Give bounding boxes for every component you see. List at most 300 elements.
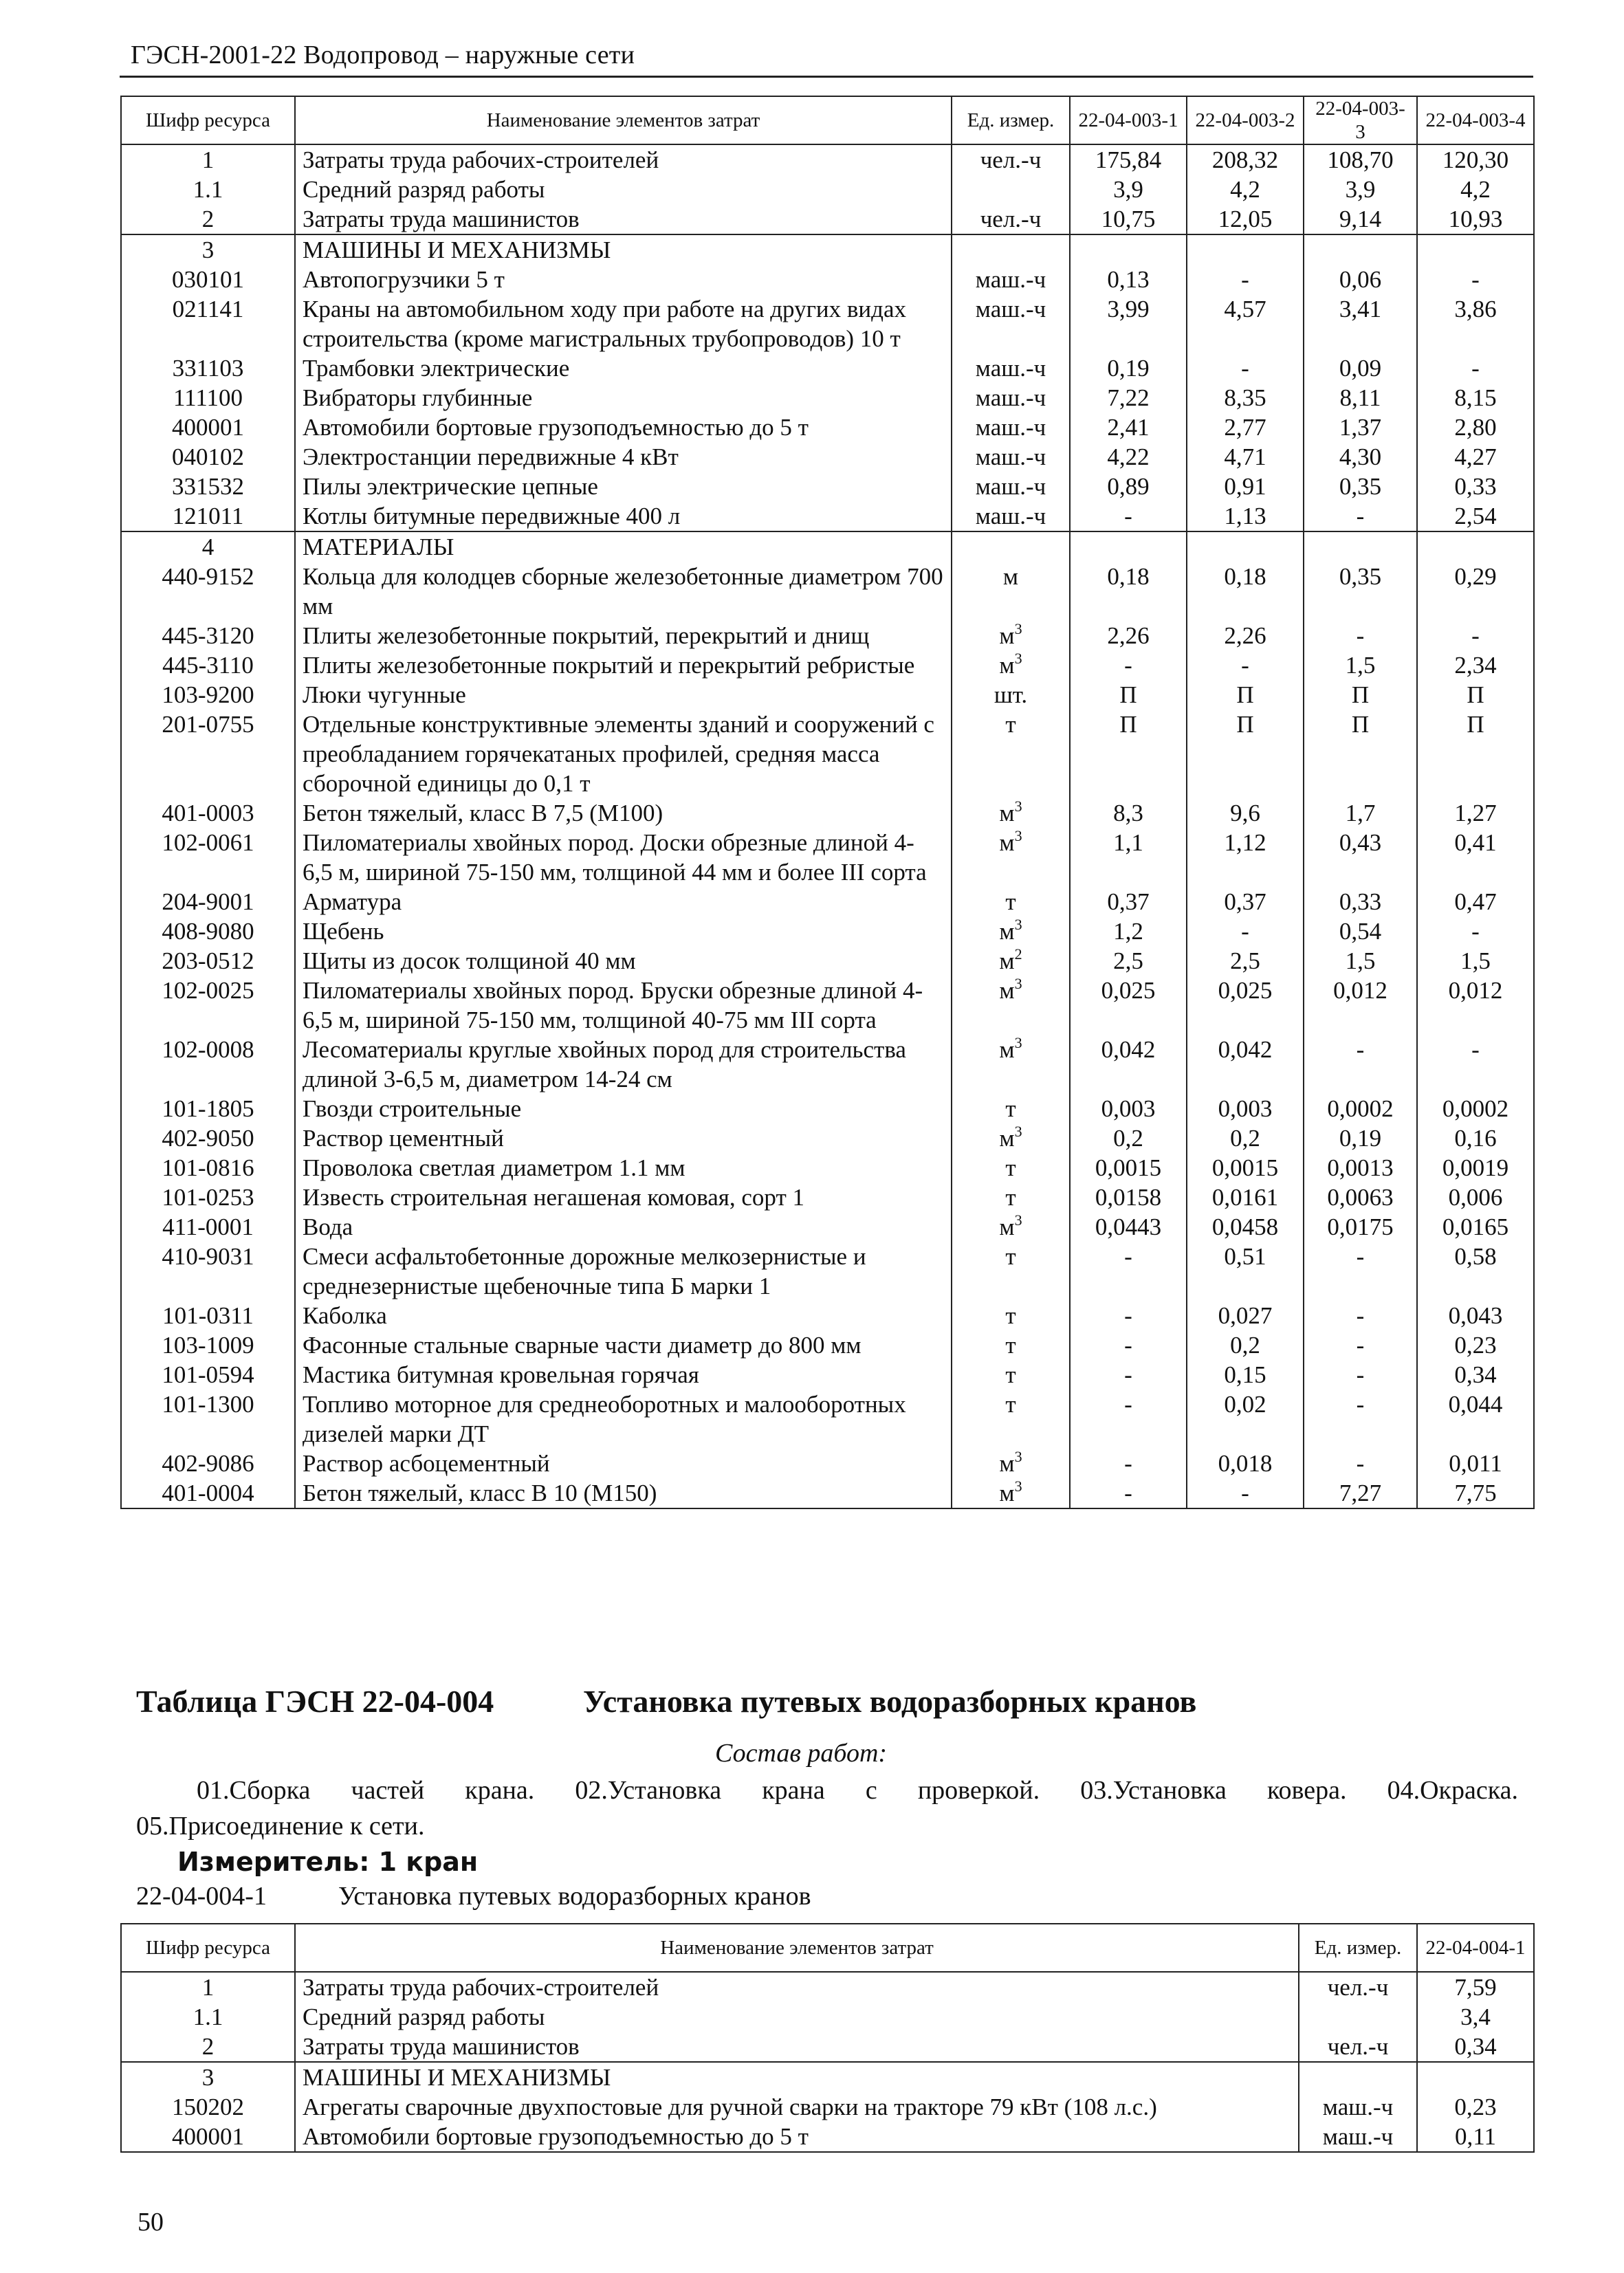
value-cell: 0,02 xyxy=(1187,1390,1304,1449)
resource-name: Плиты железобетонные покрытий, перекрытий и днищ xyxy=(295,621,952,650)
resource-name: Лесоматериалы круглые хвойных пород для строительства длиной 3-6,5 м, диаметром 14-24 см xyxy=(295,1035,952,1094)
value-cell: 1,5 xyxy=(1304,946,1417,976)
resource-code: 2 xyxy=(121,2032,295,2062)
value-cell: П xyxy=(1187,680,1304,710)
value-cell: 0,37 xyxy=(1187,887,1304,916)
resource-code: 1.1 xyxy=(121,2002,295,2032)
value-cell: - xyxy=(1187,265,1304,294)
col-header-code: Шифр ресурса xyxy=(121,1924,295,1972)
resource-name: Плиты железобетонные покрытий и перекрытий ребристые xyxy=(295,650,952,680)
unit-cell: $м^3$ xyxy=(952,828,1070,887)
value-cell: - xyxy=(1187,1478,1304,1508)
table-row xyxy=(121,204,1534,234)
resource-code: 440-9152 xyxy=(121,562,295,621)
resource-name: Котлы битумные передвижные 400 л xyxy=(295,501,952,531)
value-cell: 4,57 xyxy=(1187,294,1304,353)
value-cell: 0,0002 xyxy=(1304,1094,1417,1123)
value-cell: 0,0019 xyxy=(1417,1153,1534,1183)
unit-cell: маш.-ч xyxy=(952,501,1070,531)
table-row xyxy=(121,175,1534,204)
resource-code: 102-0025 xyxy=(121,976,295,1035)
resource-name: Люки чугунные xyxy=(295,680,952,710)
value-cell: - xyxy=(1304,1301,1417,1330)
resource-code: 101-1805 xyxy=(121,1094,295,1123)
resource-name: Пилы электрические цепные xyxy=(295,472,952,501)
resource-code: 445-3110 xyxy=(121,650,295,680)
value-cell: 4,27 xyxy=(1417,442,1534,472)
value-cell xyxy=(1070,531,1187,562)
value-cell: 0,19 xyxy=(1304,1123,1417,1153)
page-number: 50 xyxy=(138,2208,164,2237)
resource-code: 401-0003 xyxy=(121,798,295,828)
value-cell: 2,54 xyxy=(1417,501,1534,531)
value-cell: - xyxy=(1304,501,1417,531)
value-cell: - xyxy=(1187,353,1304,383)
resource-code: 030101 xyxy=(121,265,295,294)
resource-name: Кольца для колодцев сборные железобетонные диаметром 700 мм xyxy=(295,562,952,621)
norm-code: 22-04-004-1 xyxy=(136,1882,267,1911)
value-cell: 0,18 xyxy=(1187,562,1304,621)
unit-cell: $м^3$ xyxy=(952,1212,1070,1242)
value-cell: - xyxy=(1304,621,1417,650)
unit-cell: $м^3$ xyxy=(952,976,1070,1035)
unit-cell: маш.-ч xyxy=(1299,2122,1417,2152)
value-cell: - xyxy=(1304,1449,1417,1478)
value-cell: 2,34 xyxy=(1417,650,1534,680)
value-cell: 9,14 xyxy=(1304,204,1417,234)
value-cell: 0,33 xyxy=(1304,887,1417,916)
value-cell: - xyxy=(1304,1360,1417,1390)
value-cell: 0,043 xyxy=(1417,1301,1534,1330)
value-cell: 0,35 xyxy=(1304,472,1417,501)
value-cell: 0,58 xyxy=(1417,1242,1534,1301)
value-cell: 0,025 xyxy=(1070,976,1187,1035)
value-cell: 0,43 xyxy=(1304,828,1417,887)
resource-name: Электростанции передвижные 4 кВт xyxy=(295,442,952,472)
value-cell: 0,47 xyxy=(1417,887,1534,916)
resource-name: Пиломатериалы хвойных пород. Бруски обрезные длиной 4-6,5 м, шириной 75-150 мм, толщиной 40-75 мм III сорта xyxy=(295,976,952,1035)
unit-cell: т xyxy=(952,1183,1070,1212)
table-row xyxy=(121,887,1534,916)
resource-name: Смеси асфальтобетонные дорожные мелкозернистые и среднезернистые щебеночные типа Б марки 1 xyxy=(295,1242,952,1301)
table-row xyxy=(121,680,1534,710)
resource-code: 203-0512 xyxy=(121,946,295,976)
value-cell: 0,23 xyxy=(1417,2092,1534,2122)
value-cell: 0,54 xyxy=(1304,916,1417,946)
value-cell: - xyxy=(1304,1390,1417,1449)
resource-name: Раствор цементный xyxy=(295,1123,952,1153)
resource-code: 402-9086 xyxy=(121,1449,295,1478)
value-cell: 0,09 xyxy=(1304,353,1417,383)
table-row xyxy=(121,1153,1534,1183)
table-row xyxy=(121,710,1534,798)
value-cell: 0,027 xyxy=(1187,1301,1304,1330)
resource-code: 408-9080 xyxy=(121,916,295,946)
resource-name: Известь строительная негашеная комовая, сорт 1 xyxy=(295,1183,952,1212)
norm-name: Установка путевых водоразборных кранов xyxy=(338,1882,811,1911)
table-row xyxy=(121,383,1534,413)
value-cell: 1,37 xyxy=(1304,413,1417,442)
value-cell: 0,0165 xyxy=(1417,1212,1534,1242)
table-row xyxy=(121,621,1534,650)
table-title-code: Таблица ГЭСН 22-04-004 xyxy=(136,1684,494,1719)
composition-label: Состав работ: xyxy=(715,1739,888,1768)
value-cell: П xyxy=(1070,710,1187,798)
table-row xyxy=(121,265,1534,294)
resource-code: 201-0755 xyxy=(121,710,295,798)
resource-code: 410-9031 xyxy=(121,1242,295,1301)
value-cell: - xyxy=(1070,1330,1187,1360)
table-row xyxy=(121,828,1534,887)
value-cell: 8,11 xyxy=(1304,383,1417,413)
header-rule xyxy=(120,76,1533,78)
unit-cell xyxy=(1299,2002,1417,2032)
value-cell: 0,011 xyxy=(1417,1449,1534,1478)
value-cell: 0,042 xyxy=(1070,1035,1187,1094)
table-row xyxy=(121,1035,1534,1094)
value-cell: - xyxy=(1070,650,1187,680)
value-cell: - xyxy=(1070,1360,1187,1390)
measure-unit: Измеритель: 1 кран xyxy=(177,1847,479,1877)
resource-code: 101-0253 xyxy=(121,1183,295,1212)
value-cell: 0,006 xyxy=(1417,1183,1534,1212)
table-row xyxy=(121,1123,1534,1153)
resource-name: Затраты труда машинистов xyxy=(295,2032,1299,2062)
resource-name: Бетон тяжелый, класс В 7,5 (М100) xyxy=(295,798,952,828)
unit-cell: т xyxy=(952,1153,1070,1183)
value-cell: П xyxy=(1070,680,1187,710)
value-cell: 0,042 xyxy=(1187,1035,1304,1094)
resource-code: 4 xyxy=(121,531,295,562)
value-cell: 8,3 xyxy=(1070,798,1187,828)
resource-name: МАШИНЫ И МЕХАНИЗМЫ xyxy=(295,2062,1299,2092)
col-header-unit: Ед. измер. xyxy=(1299,1924,1417,1972)
resource-name: Агрегаты сварочные двухпостовые для ручной сварки на тракторе 79 кВт (108 л.с.) xyxy=(295,2092,1299,2122)
unit-cell: т xyxy=(952,887,1070,916)
value-cell xyxy=(1070,234,1187,265)
resource-name: Затраты труда машинистов xyxy=(295,204,952,234)
resource-code: 1 xyxy=(121,1972,295,2002)
value-cell: 10,93 xyxy=(1417,204,1534,234)
resource-name: Вибраторы глубинные xyxy=(295,383,952,413)
resource-code: 040102 xyxy=(121,442,295,472)
value-cell: 0,0063 xyxy=(1304,1183,1417,1212)
value-cell: 0,0175 xyxy=(1304,1212,1417,1242)
col-header-22-04-004-1: 22-04-004-1 xyxy=(1417,1924,1534,1972)
value-cell: - xyxy=(1070,1449,1187,1478)
resource-name: Автомобили бортовые грузоподъемностью до 5 т xyxy=(295,2122,1299,2152)
value-cell: 0,012 xyxy=(1417,976,1534,1035)
value-cell: 2,5 xyxy=(1070,946,1187,976)
value-cell: - xyxy=(1304,1242,1417,1301)
table-row xyxy=(121,294,1534,353)
value-cell: - xyxy=(1417,265,1534,294)
value-cell: 0,0015 xyxy=(1187,1153,1304,1183)
unit-cell: $м^3$ xyxy=(952,650,1070,680)
table-row xyxy=(121,2092,1534,2122)
table-row xyxy=(121,1212,1534,1242)
value-cell: 0,11 xyxy=(1417,2122,1534,2152)
value-cell: П xyxy=(1304,680,1417,710)
value-cell: 4,2 xyxy=(1187,175,1304,204)
resource-code: 103-9200 xyxy=(121,680,295,710)
value-cell: 0,0002 xyxy=(1417,1094,1534,1123)
unit-cell: $м^3$ xyxy=(952,1035,1070,1094)
value-cell: 0,2 xyxy=(1187,1330,1304,1360)
value-cell: - xyxy=(1417,916,1534,946)
value-cell: - xyxy=(1070,1301,1187,1330)
unit-cell: т xyxy=(952,1360,1070,1390)
value-cell: - xyxy=(1187,916,1304,946)
unit-cell xyxy=(952,175,1070,204)
resource-name: Средний разряд работы xyxy=(295,2002,1299,2032)
resource-name: Краны на автомобильном ходу при работе на других видах строительства (кроме магистральных трубопроводов) 10 т xyxy=(295,294,952,353)
table-row xyxy=(121,2002,1534,2032)
unit-cell: $м^3$ xyxy=(952,1478,1070,1508)
value-cell: 3,9 xyxy=(1304,175,1417,204)
value-cell: - xyxy=(1070,1390,1187,1449)
unit-cell: чел.-ч xyxy=(1299,1972,1417,2002)
value-cell: 2,26 xyxy=(1187,621,1304,650)
table-row xyxy=(121,2062,1534,2092)
unit-cell: $м^3$ xyxy=(952,1449,1070,1478)
col-header-22-04-003-1: 22-04-003-1 xyxy=(1070,96,1187,144)
value-cell: 0,41 xyxy=(1417,828,1534,887)
table-row xyxy=(121,976,1534,1035)
value-cell: 4,22 xyxy=(1070,442,1187,472)
value-cell: 0,34 xyxy=(1417,2032,1534,2062)
unit-cell: маш.-ч xyxy=(952,265,1070,294)
value-cell: 0,33 xyxy=(1417,472,1534,501)
resource-name: Автомобили бортовые грузоподъемностью до 5 т xyxy=(295,413,952,442)
resource-code: 102-0008 xyxy=(121,1035,295,1094)
value-cell: - xyxy=(1304,1035,1417,1094)
table-row xyxy=(121,650,1534,680)
resource-code: 101-0816 xyxy=(121,1153,295,1183)
value-cell: 0,0458 xyxy=(1187,1212,1304,1242)
value-cell: 0,003 xyxy=(1070,1094,1187,1123)
unit-cell: $м^3$ xyxy=(952,621,1070,650)
value-cell: П xyxy=(1304,710,1417,798)
value-cell: 0,2 xyxy=(1070,1123,1187,1153)
value-cell: 12,05 xyxy=(1187,204,1304,234)
value-cell: П xyxy=(1417,710,1534,798)
value-cell: 4,30 xyxy=(1304,442,1417,472)
unit-cell: шт. xyxy=(952,680,1070,710)
resource-code: 2 xyxy=(121,204,295,234)
value-cell: 0,91 xyxy=(1187,472,1304,501)
value-cell: 8,35 xyxy=(1187,383,1304,413)
value-cell: 7,59 xyxy=(1417,1972,1534,2002)
table-row xyxy=(121,1390,1534,1449)
value-cell: 0,012 xyxy=(1304,976,1417,1035)
table-row xyxy=(121,798,1534,828)
value-cell: 1,7 xyxy=(1304,798,1417,828)
value-cell: 0,89 xyxy=(1070,472,1187,501)
unit-cell: т xyxy=(952,1390,1070,1449)
col-header-code: Шифр ресурса xyxy=(121,96,295,144)
resource-name: Затраты труда рабочих-строителей xyxy=(295,144,952,175)
value-cell: 1,5 xyxy=(1417,946,1534,976)
value-cell: 10,75 xyxy=(1070,204,1187,234)
col-header-name: Наименование элементов затрат xyxy=(295,96,952,144)
value-cell: 3,4 xyxy=(1417,2002,1534,2032)
col-header-unit: Ед. измер. xyxy=(952,96,1070,144)
value-cell: 208,32 xyxy=(1187,144,1304,175)
value-cell: 7,75 xyxy=(1417,1478,1534,1508)
resource-code: 1.1 xyxy=(121,175,295,204)
resource-name: Пиломатериалы хвойных пород. Доски обрезные длиной 4-6,5 м, шириной 75-150 мм, толщиной 44 мм и более III сорта xyxy=(295,828,952,887)
value-cell: 120,30 xyxy=(1417,144,1534,175)
value-cell: 0,018 xyxy=(1187,1449,1304,1478)
resource-name: Автопогрузчики 5 т xyxy=(295,265,952,294)
table-row xyxy=(121,1183,1534,1212)
value-cell: - xyxy=(1070,501,1187,531)
value-cell xyxy=(1304,234,1417,265)
unit-cell xyxy=(952,531,1070,562)
unit-cell: т xyxy=(952,1242,1070,1301)
resource-code: 111100 xyxy=(121,383,295,413)
value-cell: П xyxy=(1187,710,1304,798)
running-head: ГЭСН-2001-22 Водопровод – наружные сети xyxy=(131,41,635,69)
unit-cell: маш.-ч xyxy=(952,294,1070,353)
value-cell: 0,0013 xyxy=(1304,1153,1417,1183)
unit-cell: маш.-ч xyxy=(952,413,1070,442)
resource-code: 400001 xyxy=(121,2122,295,2152)
table-row xyxy=(121,472,1534,501)
value-cell: 0,18 xyxy=(1070,562,1187,621)
col-header-22-04-003-4: 22-04-003-4 xyxy=(1417,96,1534,144)
value-cell: 8,15 xyxy=(1417,383,1534,413)
unit-cell: т xyxy=(952,1301,1070,1330)
table-row xyxy=(121,1972,1534,2002)
value-cell: 0,19 xyxy=(1070,353,1187,383)
value-cell: - xyxy=(1417,1035,1534,1094)
resource-code: 3 xyxy=(121,2062,295,2092)
value-cell: 0,044 xyxy=(1417,1390,1534,1449)
value-cell: 0,23 xyxy=(1417,1330,1534,1360)
unit-cell: т xyxy=(952,1094,1070,1123)
table-title xyxy=(136,1683,1197,1720)
unit-cell xyxy=(952,234,1070,265)
value-cell: 0,37 xyxy=(1070,887,1187,916)
table-row xyxy=(121,413,1534,442)
value-cell: - xyxy=(1417,621,1534,650)
value-cell: 0,51 xyxy=(1187,1242,1304,1301)
value-cell: 2,5 xyxy=(1187,946,1304,976)
unit-cell: т xyxy=(952,710,1070,798)
resource-code: 411-0001 xyxy=(121,1212,295,1242)
value-cell xyxy=(1417,234,1534,265)
table-row xyxy=(121,531,1534,562)
works-list-line-1: 01.Сборка частей крана. 02.Установка крана с проверкой. 03.Установка ковера. 04.Окраска. xyxy=(197,1776,1518,1805)
table-row xyxy=(121,2122,1534,2152)
value-cell: 2,77 xyxy=(1187,413,1304,442)
table-row xyxy=(121,144,1534,175)
col-header-22-04-003-2: 22-04-003-2 xyxy=(1187,96,1304,144)
value-cell: 0,15 xyxy=(1187,1360,1304,1390)
table-row xyxy=(121,946,1534,976)
value-cell: 0,003 xyxy=(1187,1094,1304,1123)
resource-code: 021141 xyxy=(121,294,295,353)
unit-cell: $м^2$ xyxy=(952,946,1070,976)
value-cell xyxy=(1304,531,1417,562)
resource-name: Вода xyxy=(295,1212,952,1242)
resource-code: 204-9001 xyxy=(121,887,295,916)
value-cell: - xyxy=(1070,1242,1187,1301)
value-cell: 3,41 xyxy=(1304,294,1417,353)
resource-name: Мастика битумная кровельная горячая xyxy=(295,1360,952,1390)
value-cell: - xyxy=(1070,1478,1187,1508)
col-header-name: Наименование элементов затрат xyxy=(295,1924,1299,1972)
value-cell: 3,9 xyxy=(1070,175,1187,204)
resource-name: Топливо моторное для среднеоборотных и малооборотных дизелей марки ДТ xyxy=(295,1390,952,1449)
resource-name: Бетон тяжелый, класс В 10 (М150) xyxy=(295,1478,952,1508)
resource-name: Отдельные конструктивные элементы зданий и сооружений с преобладанием горячекатаных профилей, средняя масса сборочной единицы до 0,1 т xyxy=(295,710,952,798)
value-cell: - xyxy=(1417,353,1534,383)
table-row xyxy=(121,1094,1534,1123)
value-cell: 0,13 xyxy=(1070,265,1187,294)
resource-name: Средний разряд работы xyxy=(295,175,952,204)
value-cell: 0,025 xyxy=(1187,976,1304,1035)
resource-name: МАШИНЫ И МЕХАНИЗМЫ xyxy=(295,234,952,265)
unit-cell xyxy=(1299,2062,1417,2092)
resource-code: 102-0061 xyxy=(121,828,295,887)
col-header-22-04-003-3: 22-04-003-3 xyxy=(1304,96,1417,144)
resource-code: 445-3120 xyxy=(121,621,295,650)
value-cell: 0,34 xyxy=(1417,1360,1534,1390)
resource-code: 401-0004 xyxy=(121,1478,295,1508)
resource-name: Проволока светлая диаметром 1.1 мм xyxy=(295,1153,952,1183)
table-row xyxy=(121,562,1534,621)
resource-code: 331103 xyxy=(121,353,295,383)
value-cell: 0,0015 xyxy=(1070,1153,1187,1183)
value-cell: 0,0161 xyxy=(1187,1183,1304,1212)
table-row xyxy=(121,1242,1534,1301)
table-row xyxy=(121,1330,1534,1360)
resource-name: Затраты труда рабочих-строителей xyxy=(295,1972,1299,2002)
value-cell: 3,86 xyxy=(1417,294,1534,353)
table-row xyxy=(121,234,1534,265)
value-cell: 7,22 xyxy=(1070,383,1187,413)
resource-code: 3 xyxy=(121,234,295,265)
norm-line xyxy=(136,1881,811,1911)
value-cell: П xyxy=(1417,680,1534,710)
unit-cell: чел.-ч xyxy=(952,144,1070,175)
value-cell: 0,0443 xyxy=(1070,1212,1187,1242)
resource-name: Арматура xyxy=(295,887,952,916)
unit-cell: т xyxy=(952,1330,1070,1360)
value-cell: 1,1 xyxy=(1070,828,1187,887)
resource-table-22-04-003 xyxy=(120,96,1535,1509)
resource-name: МАТЕРИАЛЫ xyxy=(295,531,952,562)
value-cell: 1,27 xyxy=(1417,798,1534,828)
value-cell: 1,5 xyxy=(1304,650,1417,680)
unit-cell: $м^3$ xyxy=(952,798,1070,828)
table-body xyxy=(121,1972,1534,2152)
table-row xyxy=(121,916,1534,946)
table-row xyxy=(121,1478,1534,1508)
value-cell xyxy=(1187,234,1304,265)
resource-code: 150202 xyxy=(121,2092,295,2122)
table-row xyxy=(121,1449,1534,1478)
value-cell: 0,29 xyxy=(1417,562,1534,621)
resource-code: 331532 xyxy=(121,472,295,501)
value-cell: 1,12 xyxy=(1187,828,1304,887)
value-cell xyxy=(1187,531,1304,562)
resource-table-22-04-004 xyxy=(120,1923,1535,2153)
value-cell: 3,99 xyxy=(1070,294,1187,353)
